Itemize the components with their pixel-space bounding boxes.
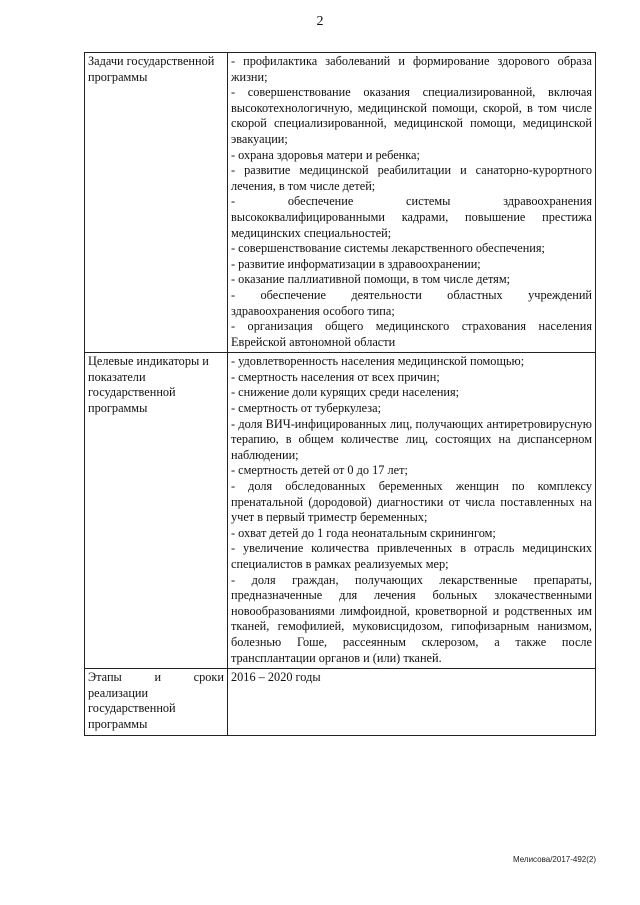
value-stages: 2016 – 2020 годы [228, 669, 596, 735]
list-item: - смертность детей от 0 до 17 лет; [231, 463, 408, 478]
list-item: - увеличение количества привлеченных в отрасль медицинских специалистов в рамках реализуемых мер; [231, 541, 592, 571]
list-item: - обеспечение системы здравоохранения высококвалифицированными кадрами, повышение престижа медицинских специальностей; [231, 194, 592, 240]
list-item: - доля обследованных беременных женщин по комплексу пренатальной (дородовой) диагностики от числа поставленных на учет в первый триместр беременных; [231, 479, 592, 525]
list-item: - организация общего медицинского страхования населения Еврейской автономной области [231, 319, 592, 349]
list-item: - доля ВИЧ-инфицированных лиц, получающих антиретровирусную терапию, в общем количестве лиц, состоящих на диспансерном наблюдении; [231, 416, 592, 462]
value-tasks [228, 53, 596, 353]
list-item: - совершенствование системы лекарственного обеспечения; [231, 241, 545, 256]
table-row-tasks [85, 53, 596, 353]
label-stages: Этапы и сроки реализации государственной программы [85, 669, 228, 735]
label-tasks: Задачи государственной программы [85, 53, 228, 353]
label-indicators: Целевые индикаторы и показатели государственной программы [85, 353, 228, 669]
list-item: - охват детей до 1 года неонатальным скринингом; [231, 525, 496, 540]
list-item: - развитие информатизации в здравоохранении; [231, 256, 481, 271]
value-indicators [228, 353, 596, 669]
list-item: - обеспечение деятельности областных учреждений здравоохранения особого типа; [231, 287, 592, 318]
document-footer-code: Мелисова/2017-492(2) [512, 855, 596, 864]
list-item: - развитие медицинской реабилитации и санаторно-курортного лечения, в том числе детей; [231, 163, 592, 193]
list-item: - оказание паллиативной помощи, в том числе детям; [231, 272, 511, 287]
list-item: - охрана здоровья матери и ребенка; [231, 147, 420, 162]
list-item: - смертность от туберкулеза; [231, 401, 381, 416]
list-item: - снижение доли курящих среди населения; [231, 385, 460, 400]
list-item: - доля граждан, получающих лекарственные препараты, предназначенные для лечения больных злокачественными новообразованиями лимфоидной, кроветворной и родственных им тканей, гемофилией, муковисцидозом, гипофизарным нанизмом, болезнью Гоше, рассеянным склерозом, а также после трансплантации органов и (или) тканей. [231, 572, 592, 665]
page-number: 2 [316, 14, 324, 29]
list-item: - удовлетворенность населения медицинской помощью; [231, 354, 525, 369]
list-item: - совершенствование оказания специализированной, включая высокотехнологичную, медицинской помощи, скорой, в том числе скорой специализированной, медицинской помощи, медицинской эвакуации; [231, 85, 592, 146]
list-item: - смертность населения от всех причин; [231, 369, 440, 384]
list-item: - профилактика заболеваний и формирование здорового образа жизни; [231, 54, 592, 84]
table-row-indicators [85, 353, 596, 669]
program-passport-table [84, 52, 596, 736]
table-row-stages [85, 669, 596, 735]
